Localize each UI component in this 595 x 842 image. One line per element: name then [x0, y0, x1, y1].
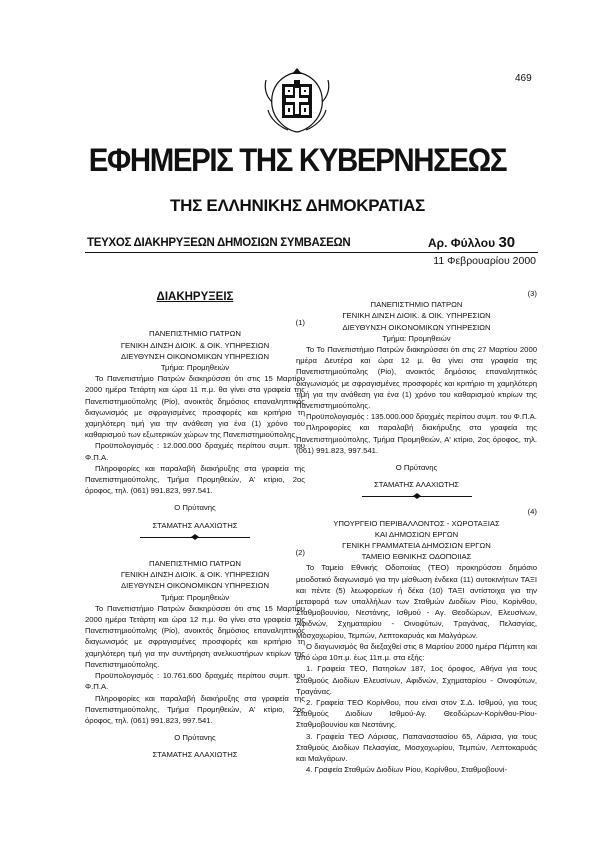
notice-list-item: 2. Γραφεία ΤΕΟ Κορίνθου, που είναι στον Σ.Δ. Ισθμού, για τους Σταθμούς Διοδίων Ισθμού-Αγ. Θεοδώρων-Κορίνθου-Ρίου-Σταθμοβουνίου και Νεστάνης.	[296, 697, 537, 730]
notice-number: (1)	[295, 318, 305, 328]
notice-list-item: 3. Γραφεία ΤΕΟ Λάρισας, Παπαναστασίου 65, Λάρισα, για τους Σταθμούς Διοδίων Πελασγίας, Μοσχοχωρίου, Τεμπών, Λεπτοκαρυάς και Μαλγάρων.	[296, 731, 537, 763]
gazette-subtitle: ΤΗΣ ΕΛΛΗΝΙΚΗΣ ΔΗΜΟΚΡΑΤΙΑΣ	[170, 196, 425, 215]
notice-org: ΔΙΕΥΘΥΝΣΗ ΟΙΚΟΝΟΜΙΚΩΝ ΥΠΗΡΕΣΙΩΝ	[120, 351, 270, 361]
notice-paragraph: Το Ταμείο Εθνικής Οδοποιίας (ΤΕΟ) προκηρύσσει δημόσιο μειοδοτικό διαγωνισμό για την μίσθωση ένδεκα (11) αυτοκινήτων ΤΑΞΙ και πέντε (5) λεωφορείων ή δέκα (10) ΤΑΞΙ αντίστοιχα για την μεταφορά των υπαλλήλων των Σταθμών Διοδίων Ρίου, Κορίνθου, Σταθμοβουνίου, Νεστάνης, Ισθμού - Αγ. Θεοδώρων, Ελευσίνων, Αφιδνών, Σχηματαρίου - Οινοφύτων, Τραγάνας, Πελασγίας, Μοσχοχωρίου, Τεμπών, Λεπτοκαρυάς και Μαλγάρων.	[296, 563, 537, 640]
notice-list-item: 4. Γραφεία Σταθμών Διοδίων Ρίου, Κορίνθου, Σταθμοβουνί-	[306, 765, 507, 775]
notice-list-item: 1. Γραφεία ΤΕΟ, Πατησίων 187, 1ος όροφος, Αθήνα για τους Σταθμούς Διοδίων Ελευσίνων, Αφιδνών, Σχηματαρίου - Οινοφύτων, Τραγάνας.	[296, 664, 537, 696]
notice-budget: Προϋπολογισμός : 10.761.600 δραχμές περίπου συμπ. του Φ.Π.Α.	[85, 671, 305, 692]
left-column	[85, 288, 305, 761]
notice-org: ΚΑΙ ΔΗΜΟΣΙΩΝ ΕΡΓΩΝ	[374, 529, 459, 539]
notice-paragraph: Το Το Πανεπιστήμιο Πατρών διακηρύσσει ότι στις 27 Μαρτίου 2000 ημέρα Δευτέρα και ώρα 12 μ. θα γίνει στα γραφεία της Πανεπιστημιούπολης (Ρίο), ανοικτός δημόσιος επαναληπτικός διαγωνισμός με σφραγισμένες προσφορές και κριτήριο τη χαμηλότερη τιμή για την ανάθεση για ένα (1) χρόνο του καθαρισμού κτιρίων της Πανεπιστημιούπολης.	[296, 345, 537, 411]
notice-org: ΓΕΝΙΚΗ ΔΙΝΣΗ ΔΙΟΙΚ. & ΟΙΚ. ΥΠΗΡΕΣΙΩΝ	[120, 340, 270, 350]
signature-title: Ο Πρύτανης	[395, 463, 438, 473]
issue-type: ΤΕΥΧΟΣ ΔΙΑΚΗΡΥΞΕΩΝ ΔΗΜΟΣΙΩΝ ΣΥΜΒΑΣΕΩΝ	[87, 237, 351, 249]
notice-dept: Τμήμα: Προμηθειών	[160, 363, 230, 373]
notice-info: Πληροφορίες και παραλαβή διακήρυξης στα γραφεία της Πανεπιστημιούπολης, Τμήμα Προμηθειών, Α' κτίριο, 2ος όροφος, τηλ. (061) 991.823, 997.541.	[85, 693, 305, 725]
signature-name: ΣΤΑΜΑΤΗΣ ΑΛΑΧΙΩΤΗΣ	[373, 480, 460, 490]
greek-coat-of-arms-emblem	[258, 66, 336, 136]
masthead-rule	[85, 252, 538, 253]
notice-info: Πληροφορίες και παραλαβή διακήρυξης στα γραφεία της Πανεπιστημιούπολης, Τμήμα Προμηθειών, Α' κτίριο, 2ος όροφος, τηλ. (061) 991.823, 997.541.	[85, 463, 305, 496]
signature-name: ΣΤΑΜΑΤΗΣ ΑΛΑΧΙΩΤΗΣ	[152, 520, 238, 530]
notice-dept: Τμήμα: Προμηθειών	[160, 592, 230, 602]
sheet-label: Αρ. Φύλλου	[428, 236, 496, 250]
sheet-number-label	[428, 234, 515, 251]
gazette-title: ΕΦΗΜΕΡΙΣ ΤΗΣ ΚΥΒΕΡΝΗΣΕΩΣ	[88, 142, 507, 178]
signature-title: Ο Πρύτανης	[174, 503, 216, 513]
notice-paragraph: Ο διαγωνισμός θα διεξαχθεί στις 8 Μαρτίου 2000 ημέρα Πέμπτη και από ώρα 10π.μ. έως 11π.μ. στα εξής:	[296, 641, 537, 663]
notice-paragraph: Το Πανεπιστήμιο Πατρών διακηρύσσει ότι στις 15 Μαρτίου 2000 ημέρα Τετάρτη και ώρα 12 π.μ. θα γίνει στα γραφεία της Πανεπιστημιούπολης (Ρίο), ανοικτός δημόσιος επαναληπτικός διαγωνισμός με σφραγισμένες προσφορές και κριτήριο τη χαμηλότερη τιμή για την συντήρηση ανελκυστήρων κτιρίων της Πανεπιστημιούπολης.	[85, 603, 305, 669]
notice-divider	[362, 492, 472, 500]
notice-number: (2)	[295, 547, 305, 557]
notice-budget: Προϋπολογισμός : 12.000.000 δραχμές περίπου συμπ. του Φ.Π.Α.	[85, 441, 305, 462]
notice-org: ΓΕΝΙΚΗ ΓΡΑΜΜΑΤΕΙΑ ΔΗΜΟΣΙΩΝ ΕΡΓΩΝ	[342, 541, 491, 551]
notice-org: ΔΙΕΥΘΥΝΣΗ ΟΙΚΟΝΟΜΙΚΩΝ ΥΠΗΡΕΣΙΩΝ	[342, 322, 491, 332]
issue-date: 11 Φεβρουαρίου 2000	[433, 255, 536, 267]
notice-org: ΥΠΟΥΡΓΕΙΟ ΠΕΡΙΒΑΛΛΟΝΤΟΣ - ΧΩΡΟΤΑΞΙΑΣ	[333, 518, 500, 528]
notice-org: ΠΑΝΕΠΙΣΤΗΜΙΟ ΠΑΤΡΩΝ	[149, 329, 241, 339]
notice-org: ΓΕΝΙΚΗ ΔΙΝΣΗ ΔΙΟΙΚ. & ΟΙΚ. ΥΠΗΡΕΣΙΩΝ	[342, 311, 491, 321]
notice-org: ΠΑΝΕΠΙΣΤΗΜΙΟ ΠΑΤΡΩΝ	[149, 559, 241, 569]
notice-info: Πληροφορίες και παραλαβή διακήρυξης στα γραφεία της Πανεπιστημιούπολης, Τμήμα Προμηθειών, Α' κτίριο, 2ος όροφος, τηλ. (061) 991.823, 997.541.	[296, 423, 537, 455]
notice-org: ΠΑΝΕΠΙΣΤΗΜΙΟ ΠΑΤΡΩΝ	[370, 300, 463, 310]
section-heading: ΔΙΑΚΗΡΥΞΕΙΣ	[156, 291, 234, 303]
notice-dept: Τμήμα: Προμηθειών	[382, 333, 451, 343]
page-number: 469	[515, 73, 532, 84]
notice-org: ΓΕΝΙΚΗ ΔΙΝΣΗ ΔΙΟΙΚ. & ΟΙΚ. ΥΠΗΡΕΣΙΩΝ	[120, 570, 270, 580]
notice-org: ΤΑΜΕΙΟ ΕΘΝΙΚΗΣ ΟΔΟΠΟΙΙΑΣ	[361, 552, 472, 562]
notice-divider	[140, 533, 250, 541]
notice-paragraph: Το Πανεπιστήμιο Πατρών διακηρύσσει ότι στις 15 Μαρτίου 2000 ημέρα Τετάρτη και ώρα 11 π.μ. θα γίνει στα γραφεία της Πανεπιστημιούπολης (Ρίο), ανοικτός δημόσιος επαναληπτικός διαγωνισμός με σφραγισμένες προσφορές και κριτήριο τη χαμηλότερη τιμή για την ανάθεση για ένα (1) χρόνο του καθαρισμού των εξωτερικών χώρων της Πανεπιστημιούπολης.	[85, 374, 305, 440]
signature-name: ΣΤΑΜΑΤΗΣ ΑΛΑΧΙΩΤΗΣ	[152, 750, 238, 760]
sheet-number: 30	[498, 234, 516, 251]
notice-number: (3)	[527, 289, 537, 298]
notice-org: ΔΙΕΥΘΥΝΣΗ ΟΙΚΟΝΟΜΙΚΩΝ ΥΠΗΡΕΣΙΩΝ	[120, 581, 270, 591]
notice-number: (4)	[527, 507, 537, 517]
signature-title: Ο Πρύτανης	[174, 733, 216, 743]
right-column	[296, 288, 537, 775]
notice-budget: Προϋπολογισμός : 135.000.000 δραχμές περίπου συμπ. του Φ.Π.Α.	[306, 412, 537, 422]
